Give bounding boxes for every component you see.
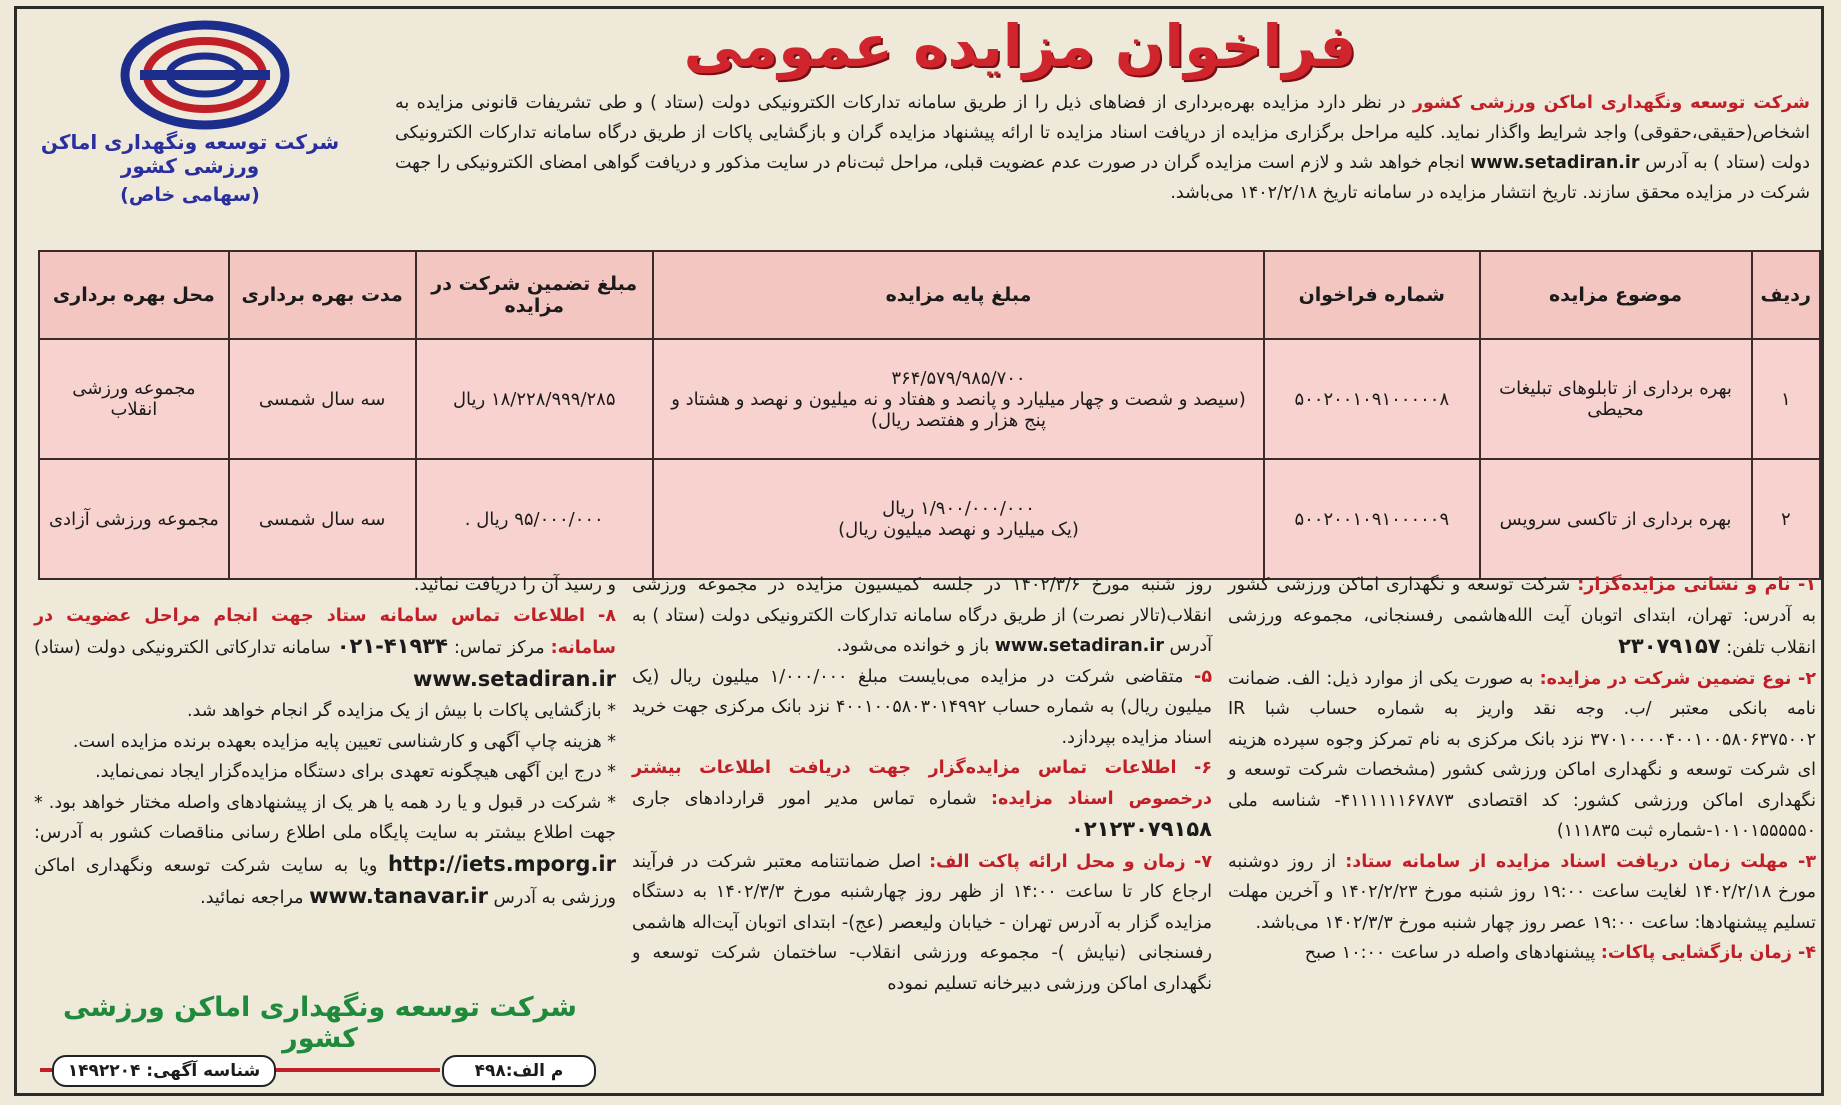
company-logo-icon: [120, 20, 290, 130]
section-5-text: متقاضی شرکت در مزایده می‌بایست مبلغ ۱/۰۰۰/۰۰۰ میلیون ریال (یک میلیون ریال) به شماره حساب ۴۰۰۱۰۰۵۸۰۳۰۱۴۹۹۲ نزد بانک مرکزی جهت خرید اسناد مزایده بپردازد.: [632, 666, 1212, 748]
footer-rule-left: [40, 1068, 52, 1072]
section-7-cont: و رسید آن را دریافت نمائید.: [413, 575, 616, 595]
note-4-text: * شرکت در قبول و یا رد همه یا هر یک از پیشنهادهای واصله مختار خواهد بود. * جهت اطلاع بیشتر به سایت پایگاه ملی اطلاع رسانی مناقصات کشور به آدرس:: [34, 792, 616, 843]
section-6-heading: ۶- اطلاعات تماس مزایده‌گزار جهت دریافت اطلاعات بیشتر درخصوص اسناد مزایده:: [632, 758, 1212, 809]
intro-text-2: انجام خواهد شد و لازم است مزایده گران در صورت عدم عضویت قبلی، مراحل ثبت‌نام در سایت مذکور و دریافت گواهی امضای الکترونیکی را جهت شرکت در مزایده محقق سازند. تاریخ انتشار مزایده در سامانه تاریخ ۱۴۰۲/۲/۱۸ می‌باشد.: [395, 153, 1810, 203]
cell-duration: سه سال شمسی: [229, 339, 416, 459]
base-price-words: (یک میلیارد و نهصد میلیون ریال): [838, 519, 1079, 540]
table-header-row: [39, 251, 1820, 339]
note-1: * بازگشایی پاکات با بیش از یک مزایده گر انجام خواهد شد.: [186, 701, 616, 721]
section-4-text: پیشنهادهای واصله در ساعت ۱۰:۰۰ صبح: [1304, 943, 1601, 963]
section-8-text-1: مرکز تماس:: [447, 638, 551, 658]
cell-number: ۵۰۰۲۰۰۱۰۹۱۰۰۰۰۰۹: [1264, 459, 1479, 579]
section-6-text: شماره تماس مدیر امور قراردادهای جاری: [632, 788, 992, 809]
section-3: [1228, 847, 1816, 939]
setad-link-3[interactable]: www.setadiran.ir: [412, 666, 616, 691]
section-1: [1228, 570, 1816, 664]
section-8-phone: ۴۱۹۳۴-۰۲۱: [336, 634, 448, 658]
base-price-amount: ۳۶۴/۵۷۹/۹۸۵/۷۰۰: [891, 367, 1026, 389]
base-price-words: (سیصد و شصت و چهار میلیارد و پانصد و هفتاد و نه میلیون و نهصد و هشتاد و پنج هزار و هفتصد ریال): [671, 388, 1246, 431]
header-base-price: مبلغ پایه مزایده: [653, 251, 1264, 339]
header-row-no: ردیف: [1752, 251, 1820, 339]
header-duration: مدت بهره برداری: [229, 251, 416, 339]
cell-subject: بهره برداری از تاکسی سرویس: [1480, 459, 1752, 579]
header-guarantee: مبلغ تضمین شرکت در مزایده: [416, 251, 653, 339]
cell-subject: بهره برداری از تابلوهای تبلیغات محیطی: [1480, 339, 1752, 459]
cell-base-price: [653, 459, 1264, 579]
ad-title: فراخوان مزایده عمومی: [683, 12, 1357, 80]
section-5-heading: ۵-: [1194, 666, 1212, 687]
section-3-heading: ۳- مهلت زمان دریافت اسناد مزایده از سامانه ستاد:: [1345, 851, 1816, 872]
company-identity: [10, 130, 370, 206]
section-6-phone: ۰۲۱۲۳۰۷۹۱۵۸: [1071, 817, 1212, 841]
iets-link[interactable]: http://iets.mporg.ir: [387, 851, 616, 876]
table-row: [39, 339, 1820, 459]
details-column-3: [34, 570, 616, 914]
section-1-text: شرکت توسعه و نگهداری اماکن ورزشی کشور به آدرس: تهران، ابتدای اتوبان آیت الله‌هاشمی رفسنجانی، مجموعه ورزشی انقلاب تلفن:: [1228, 575, 1816, 658]
note-4-text-3: مراجعه نمائید.: [200, 888, 310, 908]
section-5: [632, 662, 1212, 754]
section-6: [632, 753, 1212, 847]
section-3-text: از روز دوشنبه مورخ ۱۴۰۲/۲/۱۸ لغایت ساعت ۱۹:۰۰ روز شنبه مورخ ۱۴۰۲/۲/۲۳ و آخرین مهلت تسلیم پیشنهادها: ساعت ۱۹:۰۰ عصر روز چهار شنبه مورخ ۱۴۰۲/۳/۳ می‌باشد.: [1228, 851, 1816, 933]
section-2-heading: ۲- نوع تضمین شرکت در مزایده:: [1539, 668, 1816, 689]
tanavar-link[interactable]: www.tanavar.ir: [309, 884, 488, 908]
section-4-cont-end: باز و خوانده می‌شود.: [836, 636, 995, 656]
cell-guarantee: ۱۸/۲۲۸/۹۹۹/۲۸۵ ریال: [416, 339, 653, 459]
section-2: [1228, 664, 1816, 847]
note-4-text-2: ویا به سایت شرکت توسعه ونگهداری اماکن ورزشی به آدرس: [34, 855, 616, 908]
cell-row-no: ۲: [1752, 459, 1820, 579]
setad-link-2[interactable]: www.setadiran.ir: [994, 636, 1164, 656]
intro-text-1: در نظر دارد مزایده بهره‌برداری از فضاهای ذیل را از طریق سامانه تدارکات الکترونیکی دولت (ستاد ) و طی تشریفات قانونی مزایده به اشخاص(حقیقی،حقوقی) واجد شرایط واگذار نماید. کلیه مراحل برگزاری مزایده از دریافت اسناد مزایده تا ارائه پیشنهاد مزایده گران و بازگشایی پاکات از طریق درگاه سامانه تدارکات الکترونیکی دولت (ستاد ) به آدرس: [395, 93, 1810, 173]
section-8-heading: ۸- اطلاعات تماس سامانه ستاد جهت انجام مراحل عضویت در سامانه:: [34, 605, 616, 658]
section-4-cont-text: روز شنبه مورخ ۱۴۰۲/۳/۶ در جلسه کمیسیون مزایده در مجموعه ورزشی انقلاب(تالار نصرت) از طریق درگاه سامانه تدارکات الکترونیکی دولت (ستاد ) به آدرس: [632, 575, 1213, 656]
section-2-text: به صورت یکی از موارد ذیل: الف. ضمانت نامه بانکی معتبر /ب. وجه نقد واریز به شماره حساب شبا IR ۳۷۰۱۰۰۰۰۴۰۰۱۰۰۵۸۰۶۳۷۵۰۰۲ نزد بانک مرکزی به نام تمرکز وجوه سپرده هزینه ای شرکت توسعه و نگهداری اماکن ورزشی کشور (مشخصات شرکت توسعه و نگهداری اماکن ورزشی کشور: کد اقتصادی ۴۱۱۱۱۱۱۶۷۸۷۳- شناسه ملی ۱۰۱۰۱۵۵۵۵۵۰-شماره ثبت ۱۱۱۸۳۵): [1228, 668, 1817, 841]
cell-location: مجموعه ورزشی انقلاب: [39, 339, 229, 459]
cell-row-no: ۱: [1752, 339, 1820, 459]
note-4: [34, 788, 616, 914]
ad-id-badge: شناسه آگهی: ۱۴۹۲۲۰۴: [52, 1055, 276, 1087]
cell-guarantee: ۹۵/۰۰۰/۰۰۰ ریال .: [416, 459, 653, 579]
section-7-text: اصل ضمانتنامه معتبر شرکت در فرآیند ارجاع کار تا ساعت ۱۴:۰۰ از ظهر روز چهارشنبه مورخ ۱۴۰۲/۳/۳ به دستگاه مزایده گزار به آدرس تهران - خیابان ولیعصر (عج)- ابتدای اتوبان آیت‌اله هاشمی رفسنجانی (نیایش )- مجموعه ورزشی انقلاب- ساختمان شرکت توسعه و نگهداری اماکن ورزشی دبیرخانه تسلیم نموده: [632, 851, 1213, 994]
cell-duration: سه سال شمسی: [229, 459, 416, 579]
company-type: (سهامی خاص): [120, 184, 260, 206]
base-price-amount: ۱/۹۰۰/۰۰۰/۰۰۰ ریال: [882, 498, 1035, 519]
section-4-cont: [632, 570, 1212, 662]
cell-number: ۵۰۰۲۰۰۱۰۹۱۰۰۰۰۰۸: [1264, 339, 1479, 459]
section-8-text-2: سامانه تدارکاتی الکترونیکی دولت (ستاد): [34, 638, 337, 658]
section-7-heading: ۷- زمان و محل ارائه پاکت الف:: [929, 851, 1212, 872]
section-7: [632, 847, 1212, 1000]
header-number: شماره فراخوان: [1264, 251, 1479, 339]
footer-company-name: شرکت توسعه ونگهداری اماکن ورزشی کشور: [63, 992, 577, 1054]
intro-paragraph: [395, 88, 1810, 208]
details-column-1: [1228, 570, 1816, 969]
note-2: * هزینه چاپ آگهی و کارشناسی تعیین پایه مزایده بعهده برنده مزایده است.: [72, 731, 616, 752]
section-4-heading: ۴- زمان بازگشایی پاکات:: [1600, 943, 1816, 963]
header-location: محل بهره برداری: [39, 251, 229, 339]
section-8: [34, 601, 616, 697]
header-subject: موضوع مزایده: [1480, 251, 1752, 339]
section-1-heading: ۱- نام و نشانی مزایده‌گزار:: [1577, 575, 1816, 595]
intro-company: شرکت توسعه ونگهداری اماکن ورزشی کشور: [1412, 93, 1810, 113]
footer-rule-middle: [275, 1068, 440, 1072]
cell-location: مجموعه ورزشی آزادی: [39, 459, 229, 579]
cell-base-price: [653, 339, 1264, 459]
company-name: شرکت توسعه ونگهداری اماکن ورزشی کشور: [40, 130, 340, 178]
ad-code-badge: م الف:۴۹۸: [442, 1055, 596, 1087]
setad-link[interactable]: www.setadiran.ir: [1470, 153, 1640, 173]
section-4: [1228, 938, 1816, 969]
auction-table: [38, 250, 1821, 580]
section-1-phone: ۲۳۰۷۹۱۵۷: [1618, 634, 1721, 658]
note-3: * درج این آگهی هیچگونه تعهدی برای دستگاه مزایده‌گزار ایجاد نمی‌نماید.: [95, 762, 616, 782]
details-column-2: [632, 570, 1212, 999]
table-row: [39, 459, 1820, 579]
